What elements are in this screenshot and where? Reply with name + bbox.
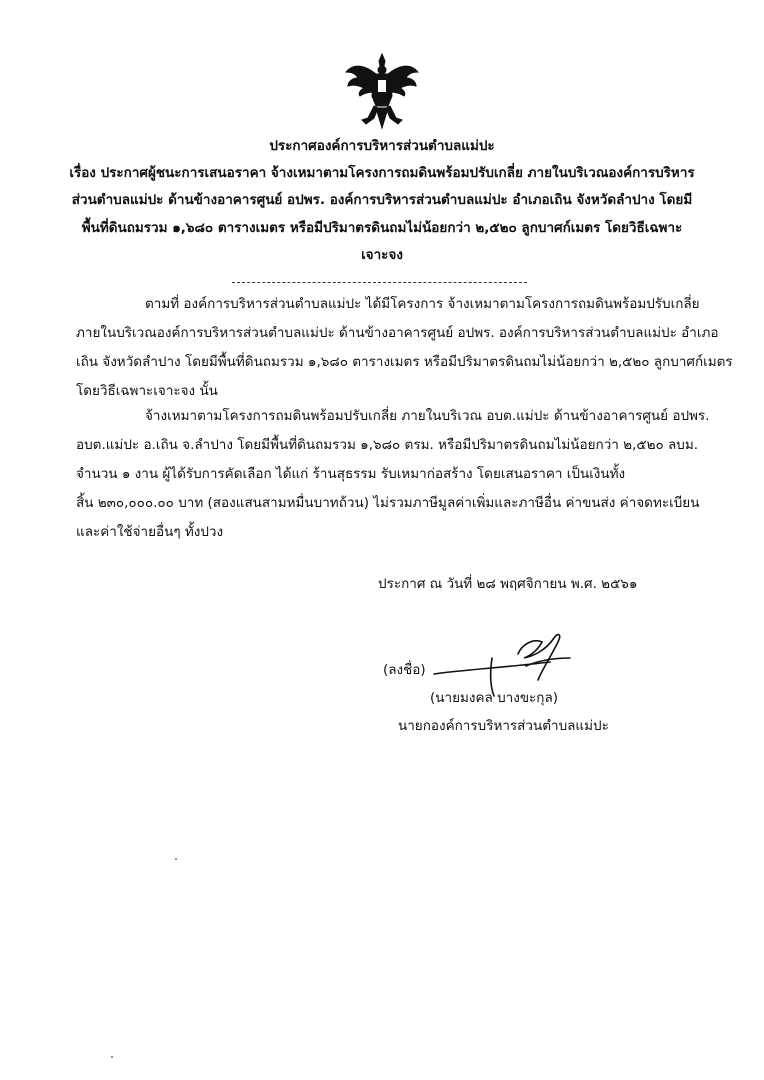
para2-line-4: สิ้น ๒๓๐,๐๐๐.๐๐ บาท (สองแสนสามหมื่นบาทถ้วน) ไม่รวมภาษีมูลค่าเพิ่มและภาษีอื่น ค่าขนส่ง ค่าจดทะเบียน <box>76 495 700 511</box>
para1-line-2: ภายในบริเวณองค์การบริหารส่วนตำบลแม่ปะ ด้านข้างอาคารศูนย์ อปพร. องค์การบริหารส่วนตำบลแม่ปะ อำเภอ <box>76 325 719 341</box>
garuda-emblem-icon <box>340 52 424 130</box>
para2-line-2: อบต.แม่ปะ อ.เถิน จ.ลำปาง โดยมีพื้นที่ดินถมรวม ๑,๖๘๐ ตรม. หรือมีปริมาตรดินถมไม่น้อยกว่า ๒,๕๒๐ ลบม. <box>76 437 699 453</box>
para2-line-5: และค่าใช้จ่ายอื่นๆ ทั้งปวง <box>76 524 224 540</box>
subject-line-1: เรื่อง ประกาศผู้ชนะการเสนอราคา จ้างเหมาตามโครงการถมดินพร้อมปรับเกลี่ย ภายในบริเวณองค์การบริหาร <box>69 165 695 181</box>
subject-line-4: เจาะจง <box>361 247 403 263</box>
scan-speck <box>111 1056 113 1058</box>
announcement-date: ประกาศ ณ วันที่ ๒๘ พฤศจิกายน พ.ศ. ๒๕๖๑ <box>378 576 638 592</box>
separator-line <box>232 282 527 283</box>
para1-line-4: โดยวิธีเฉพาะเจาะจง นั้น <box>76 383 218 399</box>
announcement-title: ประกาศองค์การบริหารส่วนตำบลแม่ปะ <box>269 138 495 154</box>
signer-name: (นายมงคล บางขะกุล) <box>430 690 559 706</box>
signature-label: (ลงชื่อ) <box>383 662 426 678</box>
subject-line-2: ส่วนตำบลแม่ปะ ด้านข้างอาคารศูนย์ อปพร. องค์การบริหารส่วนตำบลแม่ปะ อำเภอเถิน จังหวัดลำปาง โดยมี <box>71 192 693 208</box>
para2-line-1: จ้างเหมาตามโครงการถมดินพร้อมปรับเกลี่ย ภายในบริเวณ อบต.แม่ปะ ด้านข้างอาคารศูนย์ อปพร. <box>145 408 710 424</box>
para1-line-1: ตามที่ องค์การบริหารส่วนตำบลแม่ปะ ได้มีโครงการ จ้างเหมาตามโครงการถมดินพร้อมปรับเกลี่ย <box>145 296 700 312</box>
scan-speck <box>175 858 177 860</box>
para1-line-3: เถิน จังหวัดลำปาง โดยมีพื้นที่ดินถมรวม ๑,๖๘๐ ตารางเมตร หรือมีปริมาตรดินถมไม่น้อยกว่า ๒,๕๒๐ ลูกบาศก์เมตร <box>76 354 733 370</box>
signer-title: นายกองค์การบริหารส่วนตำบลแม่ปะ <box>398 718 609 734</box>
para2-line-3: จำนวน ๑ งาน ผู้ได้รับการคัดเลือก ได้แก่ ร้านสุธรรม รับเหมาก่อสร้าง โดยเสนอราคา เป็นเงินทั้ง <box>76 466 626 482</box>
subject-line-3: พื้นที่ดินถมรวม ๑,๖๘๐ ตารางเมตร หรือมีปริมาตรดินถมไม่น้อยกว่า ๒,๕๒๐ ลูกบาศก์เมตร โดยวิธีเฉพาะ <box>81 220 683 236</box>
